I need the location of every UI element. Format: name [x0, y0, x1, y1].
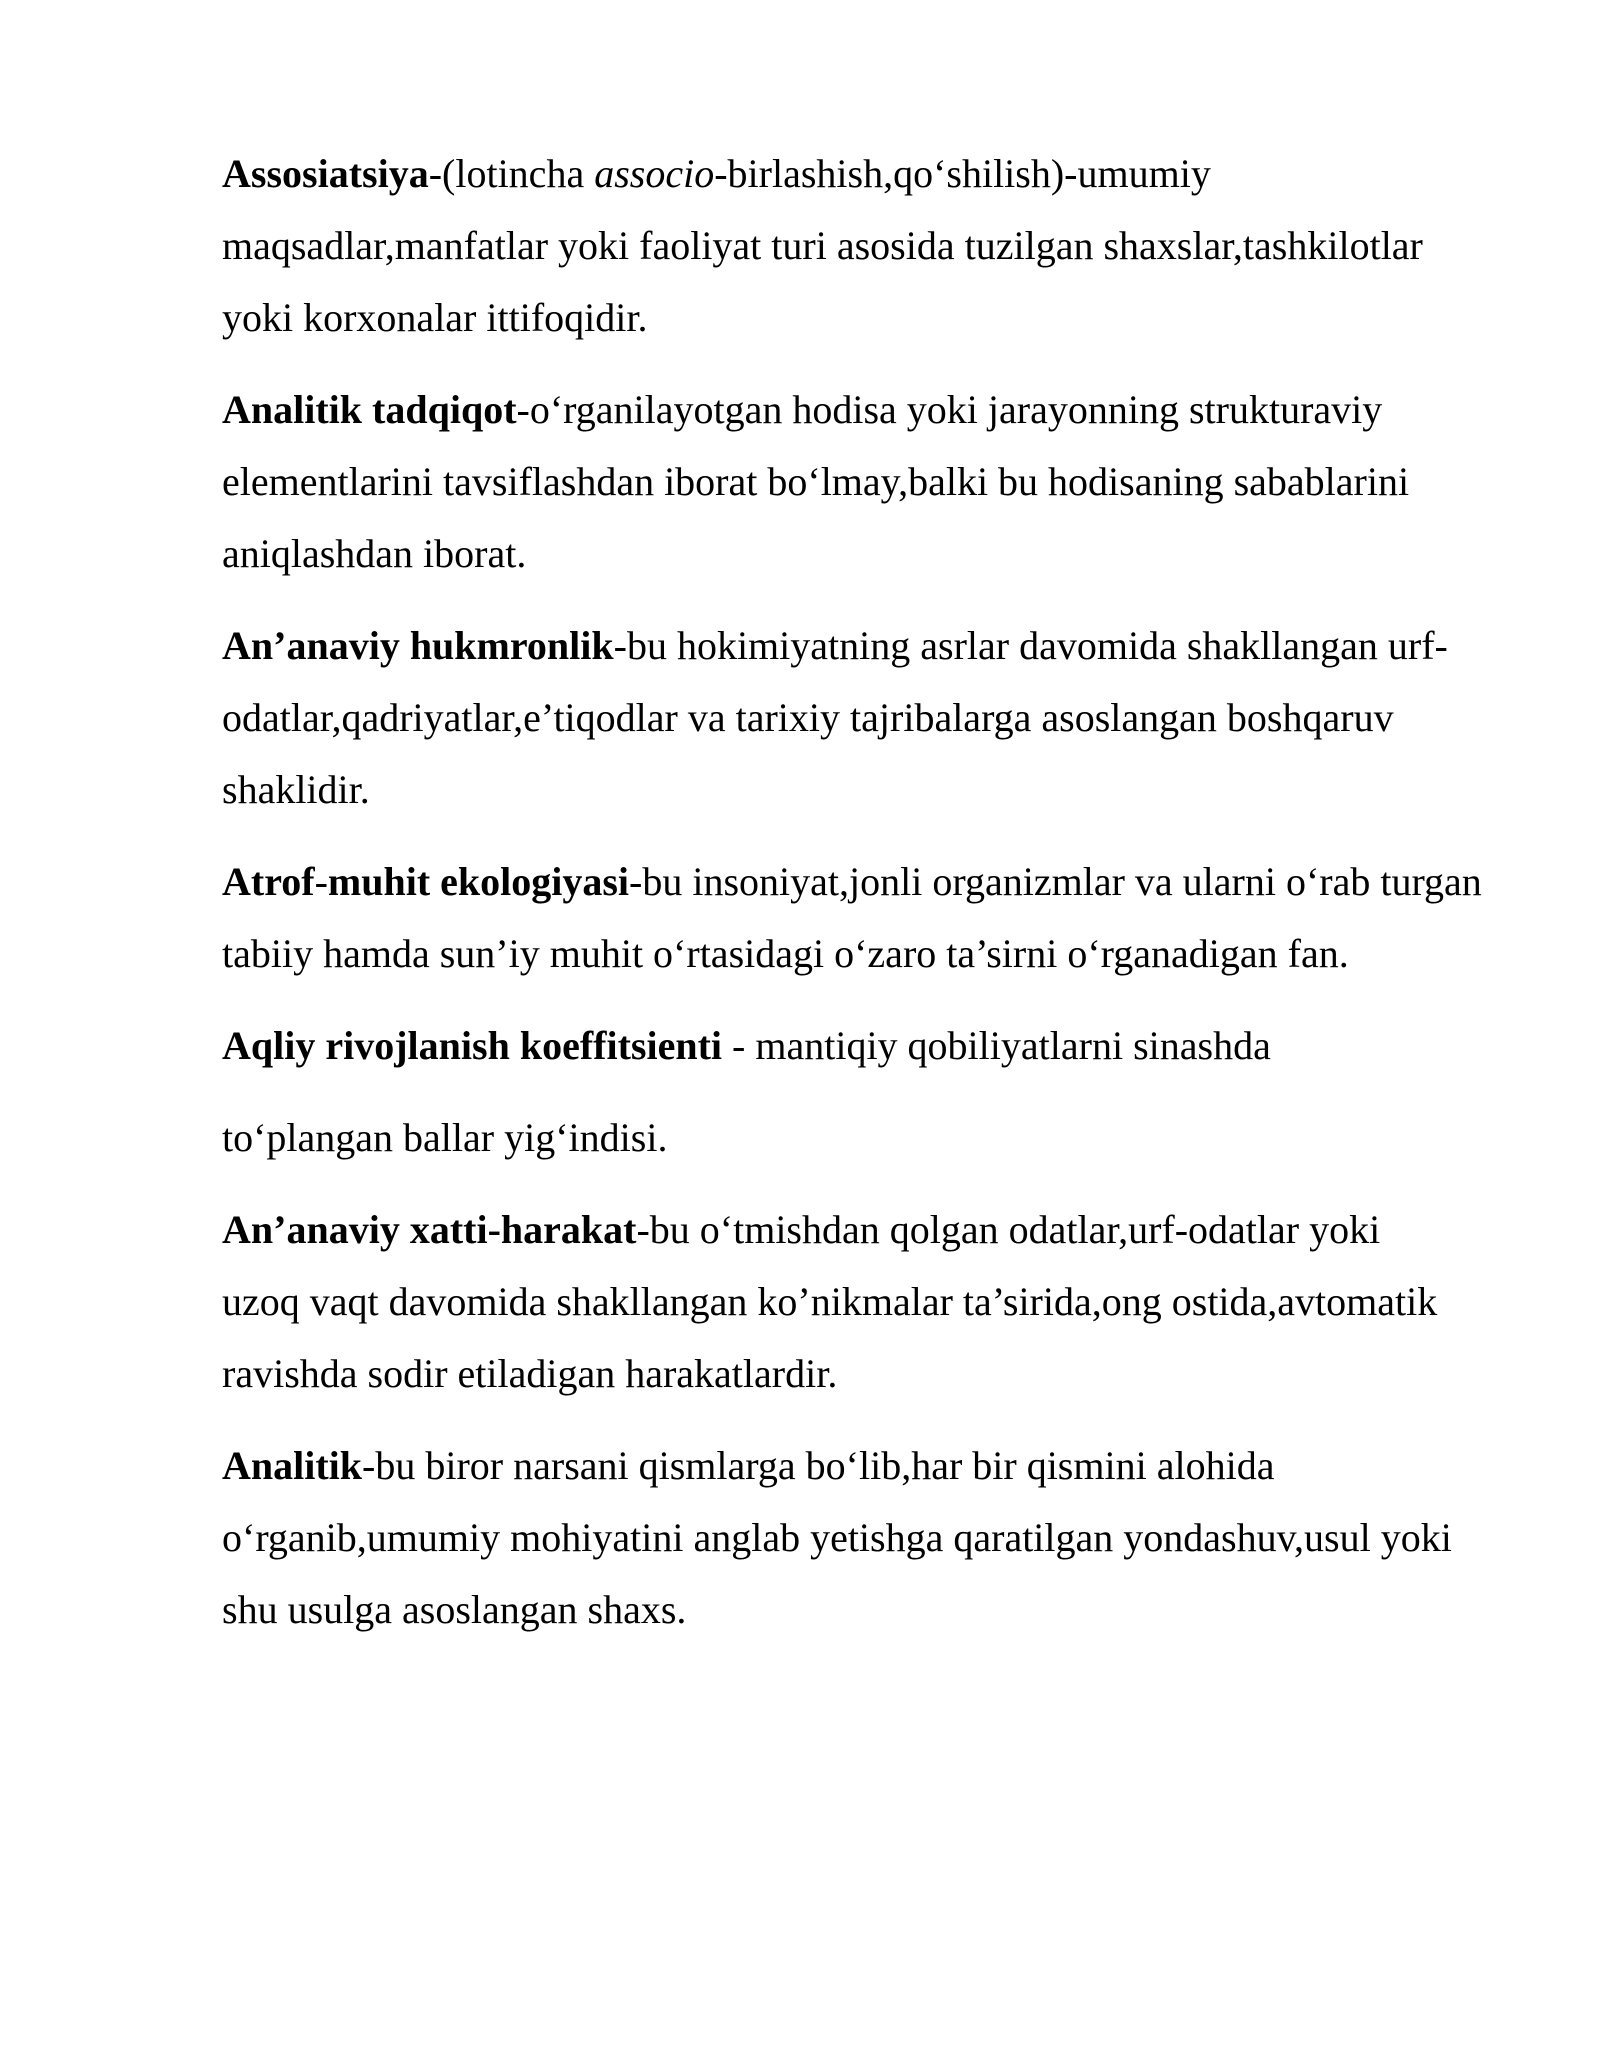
glossary-entry-assosiatsiya: [222, 138, 1492, 354]
definition: -bu o‘tmishdan qolgan odatlar,urf-odatlar yoki uzoq vaqt davomida shakllangan ko’nikmalar ta’sirida,ong ostida,avtomatik ravishda sodir etiladigan harakatlardir.: [222, 1207, 1438, 1396]
definition: -bu biror narsani qismlarga bo‘lib,har bir qismini alohida o‘rganib,umumiy mohiyatini anglab yetishga qaratilgan yondashuv,usul yoki shu usulga asoslangan shaxs.: [222, 1443, 1452, 1632]
definition: -bu hokimiyatning asrlar davomida shakllangan urf-odatlar,qadriyatlar,e’tiqodlar va tarixiy tajribalarga asoslangan boshqaruv shaklidir.: [222, 623, 1448, 812]
term: Analitik: [222, 1443, 363, 1488]
term-part: Atrof: [222, 859, 315, 904]
glossary-entry-continuation: to‘plangan ballar yig‘indisi.: [222, 1115, 668, 1160]
definition: -bu insoniyat,jonli organizmlar va ularni o‘rab turgan tabiiy hamda sun’iy muhit o‘rtasidagi o‘zaro ta’sirni o‘rganadigan fan.: [222, 859, 1482, 976]
term: Assosiatsiya: [222, 151, 429, 196]
definition: - mantiqiy qobiliyatlarni sinashda: [722, 1023, 1271, 1068]
term: Aqliy rivojlanish koeffitsienti: [222, 1023, 723, 1068]
glossary-entry-analitik: [222, 1430, 1472, 1646]
glossary-entry-ananaviy-hukmronlik: [222, 610, 1452, 826]
definition: -o‘rganilayotgan hodisa yoki jarayonning strukturaviy elementlarini tavsiflashdan iborat bo‘lmay,balki bu hodisaning sabablarini aniqlashdan iborat.: [222, 387, 1410, 576]
term-separator: -: [314, 859, 328, 904]
glossary-entry-atrof-muhit-ekologiyasi: [222, 846, 1482, 990]
term-part: muhit ekologiyasi: [327, 859, 630, 904]
glossary-entry-aqliy-rivojlanish: [222, 1010, 1492, 1082]
term: An’anaviy hukmronlik: [222, 623, 614, 668]
italic-word: associo: [594, 151, 715, 196]
definition-prefix: -(lotincha: [428, 151, 595, 196]
term: Analitik tadqiqot: [222, 387, 517, 432]
term: An’anaviy xatti-harakat: [222, 1207, 637, 1252]
document-page: [222, 138, 1492, 1646]
glossary-entry-ananaviy-xatti-harakat: [222, 1194, 1452, 1410]
definition: -birlashish,qo‘shilish)-umumiy maqsadlar,manfatlar yoki faoliyat turi asosida tuzilgan shaxslar,tashkilotlar yoki korxonalar ittifoqidir.: [222, 151, 1423, 340]
glossary-entry-analitik-tadqiqot: [222, 374, 1492, 590]
